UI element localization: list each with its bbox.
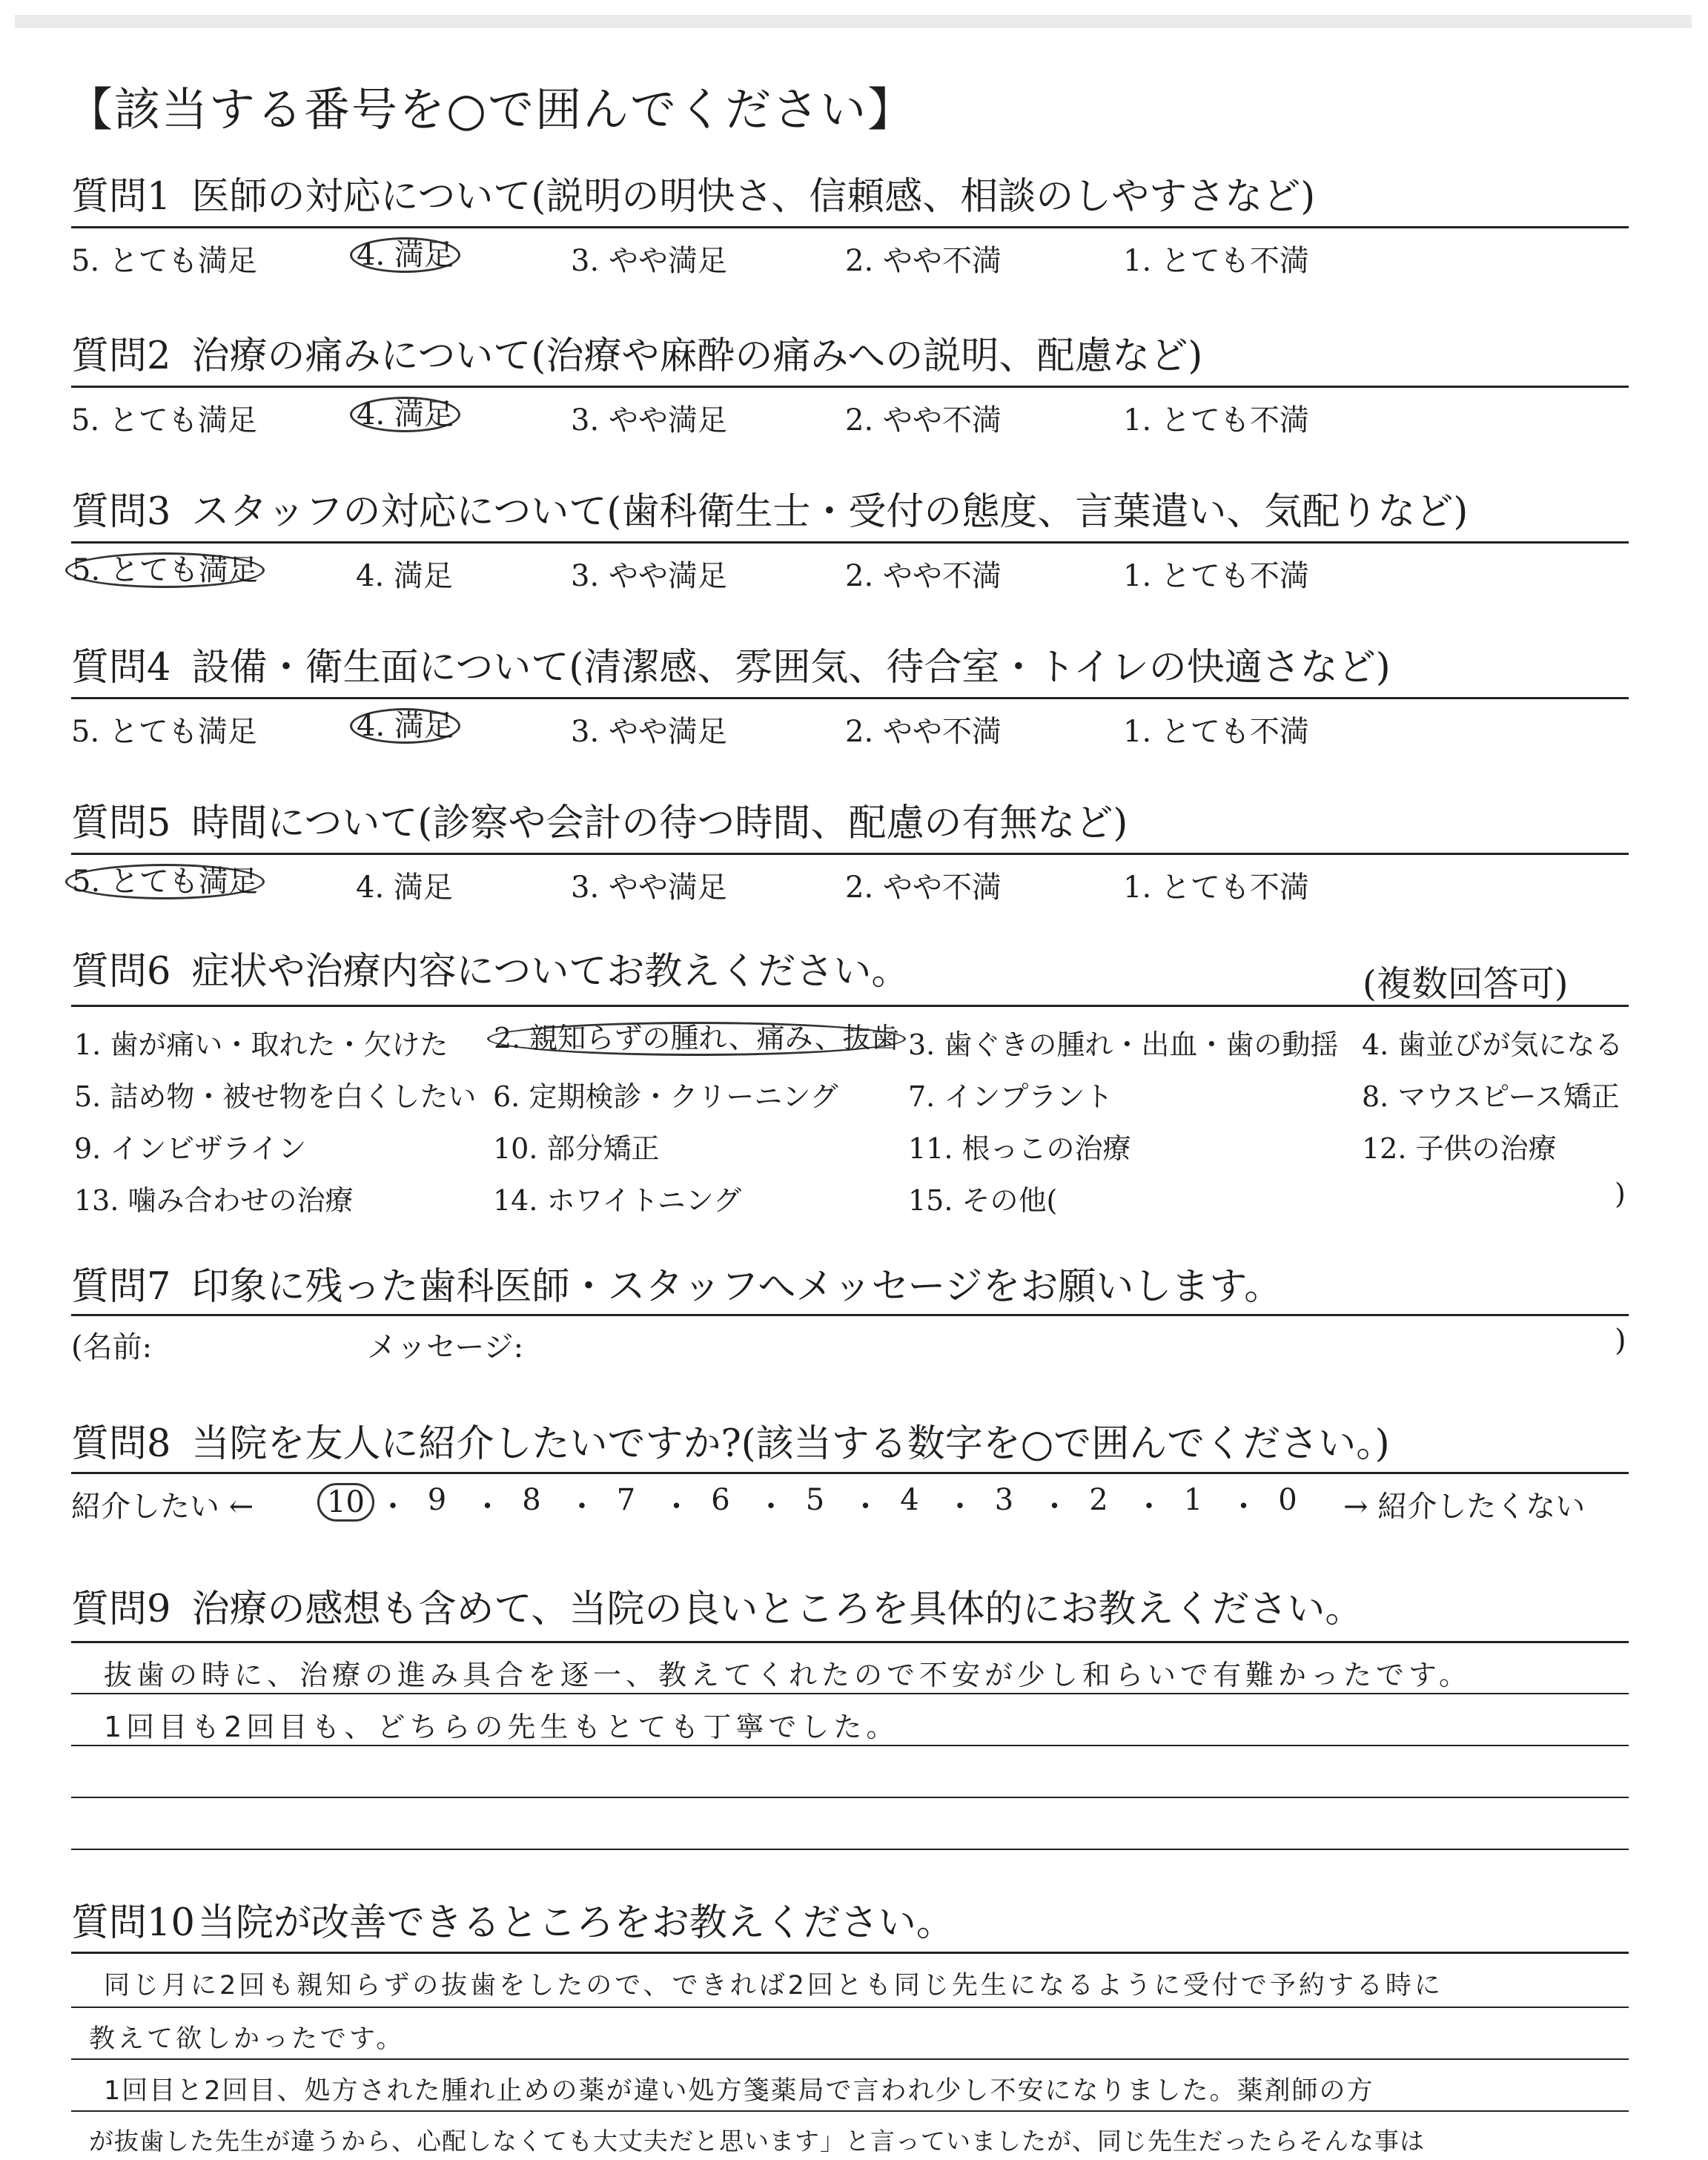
symptom-option[interactable]: 10. 部分矯正 [493,1132,660,1165]
score-option[interactable]: 7 [616,1483,636,1517]
score-option[interactable]: 0 [1278,1483,1297,1517]
rating-option[interactable]: 4. 満足 [356,559,453,593]
answer-line [71,1849,1629,1850]
rating-option[interactable]: 4. 満足 [350,237,460,273]
question-number: 質問8 [71,1422,171,1466]
rating-option[interactable]: 4. 満足 [350,708,460,744]
question-number: 質問1 [71,175,171,219]
rating-option[interactable]: 5. とても満足 [65,864,265,899]
question-text: 当院が改善できるところをお教えください。 [197,1901,954,1945]
question-text: 設備・衛生面について(清潔感、雰囲気、待合室・トイレの快適さなど) [191,646,1391,690]
rating-option[interactable]: 3. やや満足 [571,871,727,905]
rating-option[interactable]: 5. とても満足 [71,244,257,278]
rating-option[interactable]: 2. やや不満 [845,871,1002,905]
symptom-option[interactable]: 4. 歯並びが気になる [1362,1028,1623,1061]
symptom-option[interactable]: 7. インプラント [908,1080,1113,1113]
question-4 [71,646,1628,690]
answer-line [71,1693,1629,1694]
rating-option[interactable]: 3. やや満足 [571,559,727,593]
symptom-option[interactable]: 13. 噛み合わせの治療 [74,1184,354,1217]
handwritten-answer: 教えて欲しかったです。 [89,2024,406,2054]
question-text: 治療の感想も含めて、当院の良いところを具体的にお教えください。 [191,1588,1363,1631]
question-number: 質問9 [71,1588,171,1631]
message-label: メッセージ: [367,1330,524,1364]
scale-separator: ・ [1134,1490,1164,1524]
rating-option[interactable]: 3. やや満足 [571,244,727,278]
divider [71,1005,1629,1007]
rating-option[interactable]: 5. とても満足 [71,715,257,749]
answer-line [71,2110,1629,2112]
scale-separator: ・ [378,1490,408,1524]
rating-option[interactable]: 1. とても不満 [1123,871,1309,905]
question-7 [71,1265,1628,1309]
scale-left-label: 紹介したい ← [71,1490,254,1524]
symptom-option[interactable]: 11. 根っこの治療 [908,1132,1131,1165]
divider [71,853,1629,855]
score-option[interactable]: 1 [1183,1483,1203,1517]
score-option[interactable]: 6 [711,1483,730,1517]
question-text: 症状や治療内容についてお教えください。 [191,950,910,994]
answer-line [71,1797,1629,1798]
score-option[interactable]: 2 [1089,1483,1108,1517]
rating-option[interactable]: 5. とても満足 [65,552,265,588]
close-paren: ) [1615,1324,1626,1358]
question-5 [71,802,1628,845]
symptom-option[interactable]: 9. インビザライン [74,1132,307,1165]
question-text: 治療の痛みについて(治療や麻酔の痛みへの説明、配慮など) [191,334,1203,378]
handwritten-answer: 1回目と2回目、処方された腫れ止めの薬が違い処方箋薬局で言われ少し不安になりました。薬剤師の方 [104,2076,1374,2106]
rating-option[interactable]: 4. 満足 [350,397,460,432]
rating-option[interactable]: 1. とても不満 [1123,559,1309,593]
answer-line [71,1641,1629,1643]
scale-separator: ・ [756,1490,786,1524]
multiple-answer-note: (複数回答可) [1363,963,1569,1005]
question-number: 質問2 [71,334,171,378]
scale-separator: ・ [1039,1490,1070,1524]
question-text: スタッフの対応について(歯科衛生士・受付の態度、言葉遣い、気配りなど) [191,490,1469,534]
score-option[interactable]: 9 [427,1483,447,1517]
question-text: 時間について(診察や会計の待つ時間、配慮の有無など) [191,802,1128,845]
rating-option[interactable]: 2. やや不満 [845,244,1002,278]
scale-right-label: → 紹介したくない [1343,1490,1586,1524]
rating-option[interactable]: 1. とても不満 [1123,715,1309,749]
rating-option[interactable]: 1. とても不満 [1123,244,1309,278]
score-option[interactable]: 4 [900,1483,919,1517]
rating-option[interactable]: 3. やや満足 [571,715,727,749]
handwritten-answer: 同じ月に2回も親知らずの抜歯をしたので、できれば2回とも同じ先生になるように受付で予約する時に [104,1971,1443,2001]
symptom-option[interactable]: 6. 定期検診・クリーニング [493,1080,838,1113]
symptom-option[interactable]: 2. 親知らずの腫れ、痛み、抜歯 [487,1022,906,1056]
question-number: 質問10 [71,1901,195,1945]
question-1 [71,175,1628,219]
divider [71,1472,1629,1474]
divider [71,1314,1629,1316]
scale-separator: ・ [567,1490,597,1524]
divider [71,541,1629,544]
symptom-option[interactable]: 1. 歯が痛い・取れた・欠けた [74,1028,448,1061]
question-10 [71,1901,1628,1945]
handwritten-answer: 1回目も2回目も、どちらの先生もとても丁寧でした。 [104,1711,899,1743]
scale-separator: ・ [850,1490,881,1524]
rating-option[interactable]: 5. とても満足 [71,403,257,437]
name-label: (名前: [71,1330,153,1364]
score-option[interactable]: 5 [805,1483,825,1517]
answer-line [71,2007,1629,2008]
handwritten-answer: が抜歯した先生が違うから、心配しなくても大丈夫だと思います」と言っていましたが、同じ先生だったらそんな事は [89,2127,1425,2156]
scale-separator: ・ [1228,1490,1259,1524]
question-number: 質問4 [71,646,171,690]
scale-separator: ・ [472,1490,503,1524]
answer-line [71,2058,1629,2060]
rating-option[interactable]: 4. 満足 [356,871,453,905]
symptom-option[interactable]: 5. 詰め物・被せ物を白くしたい [74,1080,477,1113]
question-2 [71,334,1628,378]
scale-separator: ・ [661,1490,692,1524]
score-option[interactable]: 10 [317,1483,374,1522]
question-text: 当院を友人に紹介したいですか?(該当する数字を○で囲んでください。) [191,1422,1390,1466]
symptom-option[interactable]: 8. マウスピース矯正 [1362,1080,1620,1113]
answer-line [71,1952,1629,1954]
question-text: 印象に残った歯科医師・スタッフへメッセージをお願いします。 [191,1265,1282,1309]
symptom-option[interactable]: 14. ホワイトニング [493,1184,742,1217]
score-option[interactable]: 8 [522,1483,541,1517]
rating-option[interactable]: 2. やや不満 [845,403,1002,437]
rating-option[interactable]: 2. やや不満 [845,715,1002,749]
question-9 [71,1588,1628,1631]
page-title: 【該当する番号を○で囲んでください】 [67,82,916,136]
scale-separator: ・ [945,1490,975,1524]
divider [71,386,1629,388]
close-paren: ) [1615,1178,1626,1210]
rating-option[interactable]: 1. とても不満 [1123,403,1309,437]
question-number: 質問3 [71,490,171,534]
question-3 [71,490,1628,534]
score-option[interactable]: 3 [994,1483,1014,1517]
rating-option[interactable]: 3. やや満足 [571,403,727,437]
question-number: 質問7 [71,1265,171,1309]
question-8 [71,1422,1628,1466]
question-text: 医師の対応について(説明の明快さ、信頼感、相談のしやすさなど) [191,175,1316,219]
divider [71,697,1629,699]
divider [71,226,1629,228]
rating-option[interactable]: 2. やや不満 [845,559,1002,593]
symptom-option[interactable]: 12. 子供の治療 [1362,1132,1557,1165]
handwritten-answer: 抜歯の時に、治療の進み具合を逐一、教えてくれたので不安が少し和らいで有難かったです。 [104,1659,1472,1691]
question-number: 質問6 [71,950,171,994]
symptom-option[interactable]: 15. その他( [908,1184,1058,1217]
scan-edge [15,15,1692,28]
symptom-option[interactable]: 3. 歯ぐきの腫れ・出血・歯の動揺 [908,1028,1339,1061]
question-number: 質問5 [71,802,171,845]
answer-line [71,1745,1629,1746]
